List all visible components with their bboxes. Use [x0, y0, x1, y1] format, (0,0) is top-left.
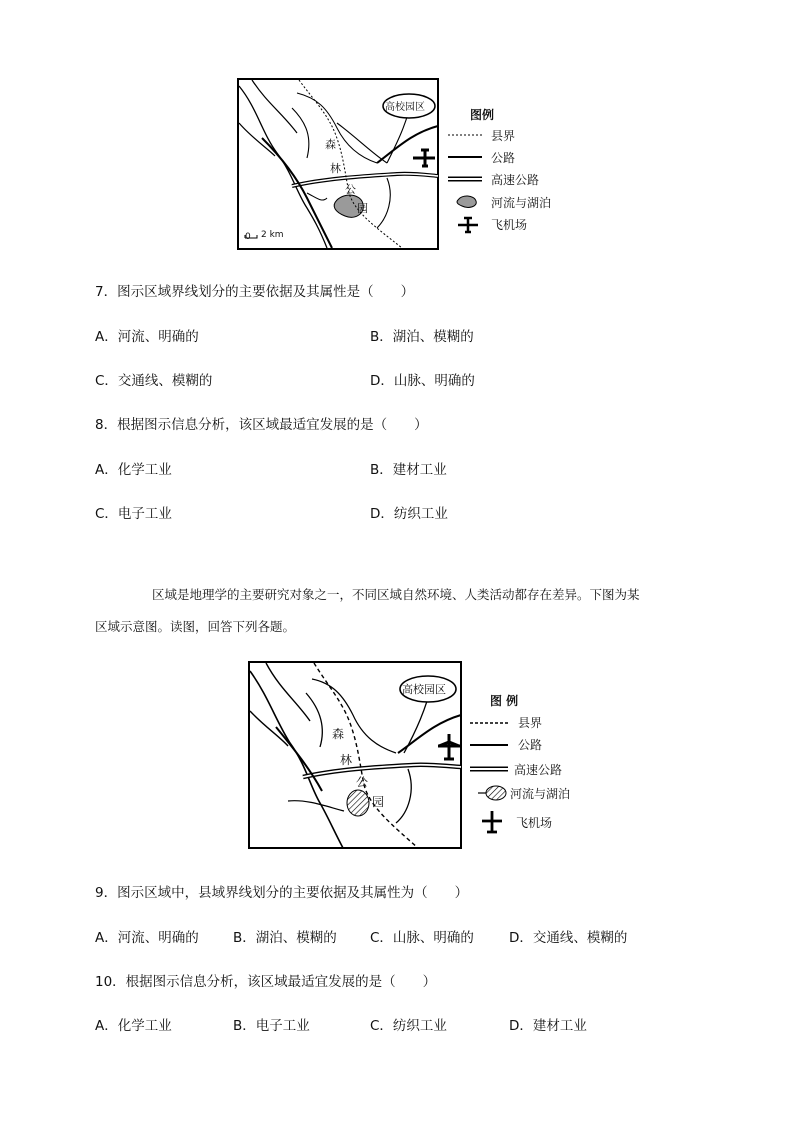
- option-8a[interactable]: A．化学工业: [95, 462, 172, 478]
- legend-highway: 高速公路: [514, 763, 563, 777]
- region-map-2: [248, 661, 462, 849]
- legend-highway: 高速公路: [491, 173, 540, 187]
- airport-icon: [436, 733, 462, 761]
- question-10: 10．根据图示信息分析，该区域最适宜发展的是（ ）: [95, 974, 437, 990]
- legend-road-symbol: [448, 154, 484, 160]
- option-10d[interactable]: D．建材工业: [509, 1018, 587, 1034]
- question-8: 8．根据图示信息分析，该区域最适宜发展的是（ ）: [95, 417, 428, 433]
- legend-highway-symbol: [470, 765, 510, 773]
- option-7d[interactable]: D．山脉、明确的: [370, 373, 475, 389]
- legend-county-border: 县界: [491, 129, 516, 143]
- question-9: 9．图示区域中，县域界线划分的主要依据及其属性为（ ）: [95, 885, 469, 901]
- forest-label-1: 森: [325, 138, 336, 151]
- campus-label: 高校园区: [402, 683, 446, 696]
- legend-county-border-symbol: [470, 720, 510, 726]
- legend-lake-symbol: [478, 784, 508, 802]
- map-1-legend: [446, 106, 566, 238]
- legend-road: 公路: [491, 151, 516, 165]
- option-10b[interactable]: B．电子工业: [233, 1018, 310, 1034]
- park-label-2: 园: [372, 795, 385, 809]
- option-7c[interactable]: C．交通线、模糊的: [95, 373, 213, 389]
- legend-river-lake: 河流与湖泊: [491, 196, 552, 210]
- option-10a[interactable]: A．化学工业: [95, 1018, 172, 1034]
- park-label-1: 公: [356, 775, 369, 789]
- option-8b[interactable]: B．建材工业: [370, 462, 447, 478]
- option-9b[interactable]: B．湖泊、模糊的: [233, 930, 337, 946]
- legend-airport: 飞机场: [516, 816, 553, 830]
- option-9c[interactable]: C．山脉、明确的: [370, 930, 474, 946]
- forest-label-2: 林: [340, 753, 353, 767]
- scale-unit: 2 km: [261, 230, 284, 240]
- forest-label-1: 森: [332, 727, 345, 741]
- scale-zero: 0: [245, 232, 251, 242]
- legend-lake-symbol: [454, 192, 482, 210]
- option-9a[interactable]: A．河流、明确的: [95, 930, 199, 946]
- legend-highway-symbol: [448, 175, 484, 183]
- park-label-1: 公: [345, 183, 356, 196]
- forest-label-2: 林: [330, 162, 341, 175]
- legend-county-border: 县界: [518, 716, 543, 730]
- airport-icon: [456, 216, 480, 234]
- legend-title: 图例: [470, 108, 495, 122]
- airport-icon: [480, 810, 504, 834]
- region-map-1: [237, 78, 439, 250]
- legend-county-border-symbol: [448, 132, 484, 138]
- option-7a[interactable]: A．河流、明确的: [95, 329, 199, 345]
- option-9d[interactable]: D．交通线、模糊的: [509, 930, 628, 946]
- legend-river-lake: 河流与湖泊: [510, 787, 571, 801]
- legend-airport: 飞机场: [491, 218, 528, 232]
- option-7b[interactable]: B．湖泊、模糊的: [370, 329, 474, 345]
- intro-line-2: 区域示意图。读图，回答下列各题。: [95, 619, 296, 634]
- legend-title: 图 例: [490, 694, 519, 708]
- campus-label: 高校园区: [385, 102, 425, 113]
- lake: [347, 790, 369, 816]
- intro-line-1: 区域是地理学的主要研究对象之一，不同区域自然环境、人类活动都存在差异。下图为某: [152, 587, 640, 602]
- park-label-2: 园: [357, 202, 368, 215]
- question-7: 7．图示区域界线划分的主要依据及其属性是（ ）: [95, 284, 415, 300]
- option-8c[interactable]: C．电子工业: [95, 506, 172, 522]
- legend-road-symbol: [470, 742, 510, 748]
- option-10c[interactable]: C．纺织工业: [370, 1018, 447, 1034]
- legend-road: 公路: [518, 738, 543, 752]
- option-8d[interactable]: D．纺织工业: [370, 506, 448, 522]
